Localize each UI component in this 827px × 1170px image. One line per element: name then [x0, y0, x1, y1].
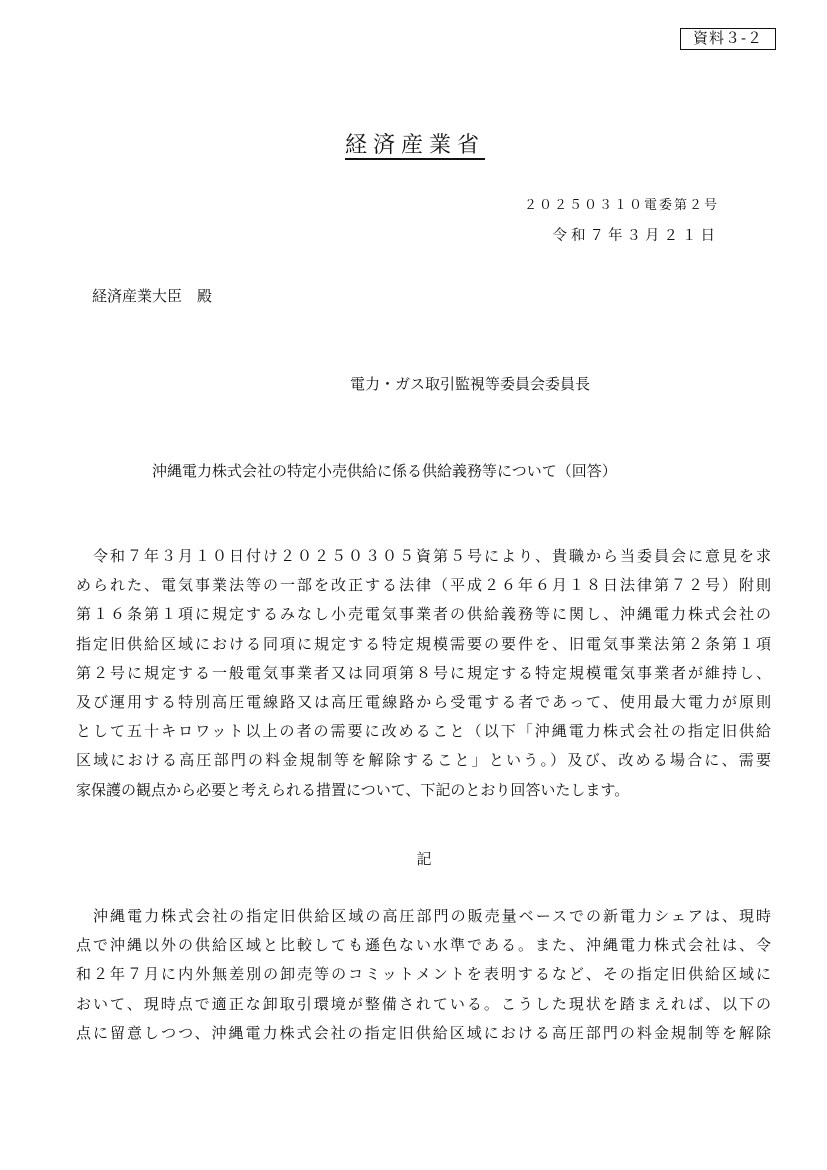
paragraph-line: 点で沖縄以外の供給区域と比較しても遜色ない水準である。また、沖縄電力株式会社は、令	[76, 936, 771, 955]
subject-line: 沖縄電力株式会社の特定小売供給に係る供給義務等について（回答）	[152, 462, 617, 480]
ki-heading: 記	[416, 850, 432, 868]
paragraph-line: 令和７年３月１０日付け２０２５０３０５資第５号により、貴職から当委員会に意見を求	[76, 547, 771, 565]
paragraph-line: 第２号に規定する一般電気事業者又は同項第８号に規定する特定規模電気事業者が維持し、	[76, 663, 771, 682]
paragraph-line: められた、電気事業法等の一部を改正する法律（平成２６年６月１８日法律第７２号）附則	[76, 576, 771, 595]
paragraph-line: 及び運用する特別高圧電線路又は高圧電線路から受電する者であって、使用最大電力が原則	[76, 693, 771, 712]
paragraph-line: 区域における高圧部門の料金規制等を解除すること」という。）及び、改める場合に、需要	[76, 751, 771, 770]
paragraph-line: 第１６条第１項に規定するみなし小売電気事業者の供給義務等に関し、沖縄電力株式会社の	[76, 605, 771, 624]
ministry-title: 経済産業省	[344, 133, 485, 158]
body-paragraph-2	[76, 902, 771, 1048]
document-tag: 資料３-２	[680, 28, 776, 50]
document-date: 令和７年３月２１日	[552, 228, 719, 244]
paragraph-line: 点に留意しつつ、沖縄電力株式会社の指定旧供給区域における高圧部門の料金規制等を解除	[76, 1023, 771, 1042]
recipient: 経済産業大臣 殿	[92, 287, 213, 305]
paragraph-line: 家保護の観点から必要と考えられる措置について、下記のとおり回答いたします。	[76, 780, 630, 799]
paragraph-line: おいて、現時点で適正な卸取引環境が整備されている。こうした現状を踏まえれば、以下の	[76, 994, 771, 1013]
sender: 電力・ガス取引監視等委員会委員長	[350, 375, 591, 393]
paragraph-line: として五十キロワット以上の者の需要に改めること（以下「沖縄電力株式会社の指定旧供給	[76, 722, 771, 741]
document-number: ２０２５０３１０電委第２号	[523, 198, 719, 213]
paragraph-line: 沖縄電力株式会社の指定旧供給区域の高圧部門の販売量ベースでの新電力シェアは、現時	[76, 907, 771, 925]
paragraph-line: 和２年７月に内外無差別の卸売等のコミットメントを表明するなど、その指定旧供給区域に	[76, 965, 771, 984]
paragraph-line: 指定旧供給区域における同項に規定する特定規模需要の要件を、旧電気事業法第２条第１項	[76, 634, 771, 653]
body-paragraph-1	[76, 542, 771, 805]
